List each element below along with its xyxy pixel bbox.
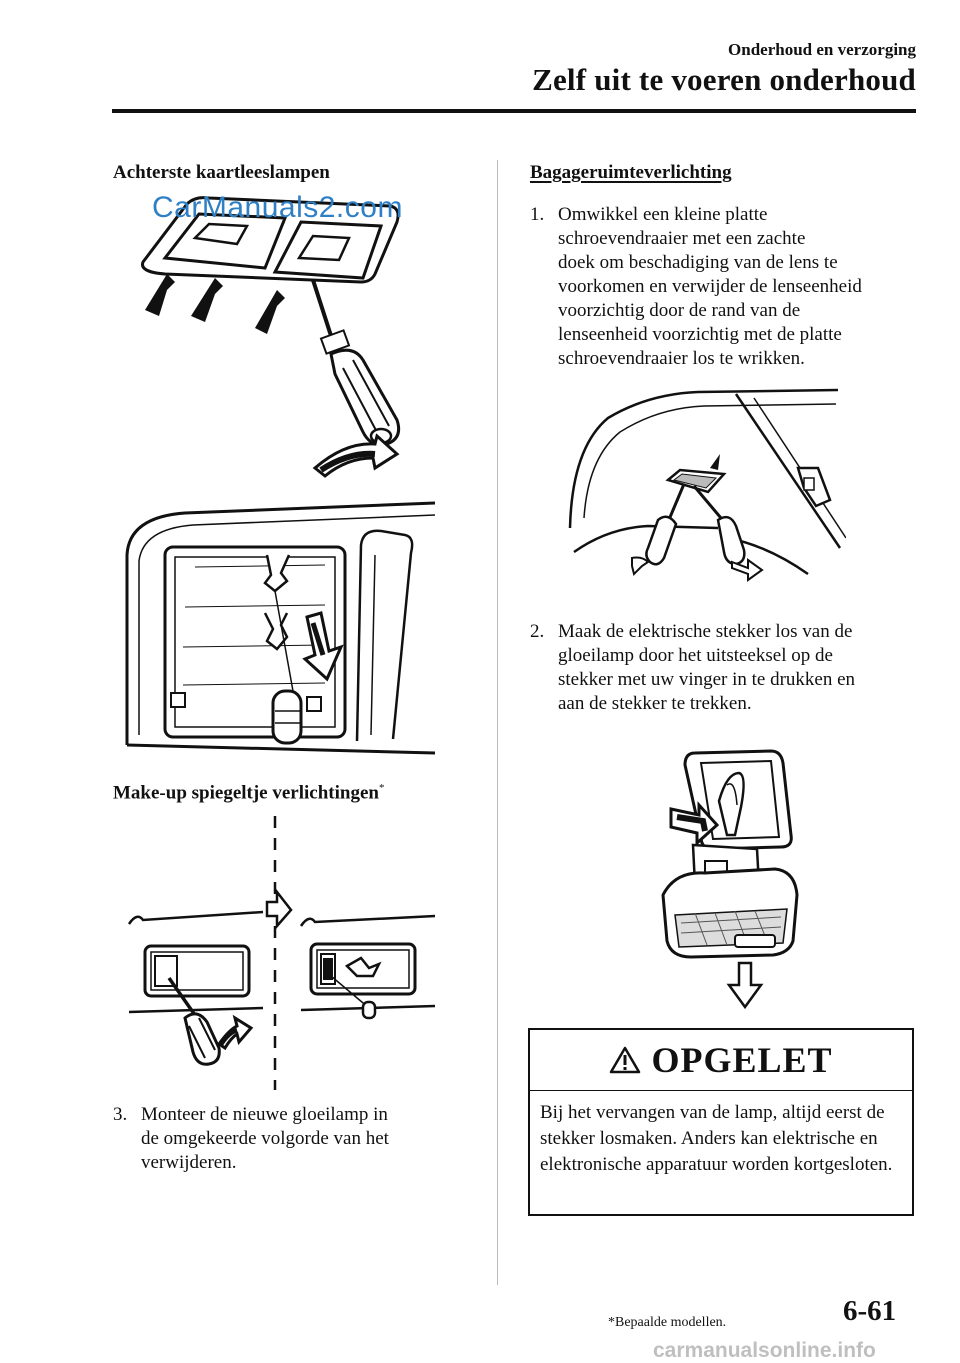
fig-label-vanity-lights bbox=[113, 782, 384, 804]
rear-map-lamp-illustration bbox=[135, 192, 435, 482]
caution-header bbox=[530, 1030, 912, 1091]
caution-text: Bij het vervangen van de lamp, altijd eerst de stekker losmaken. Anders kan elektrische en elektronische apparatuur worden kortgesloten. bbox=[540, 1102, 893, 1175]
step-2-text: Maak de elektrische stekker los van de gloeilamp door het uitsteeksel op de stekker met uw vinger in te drukken en aan de stekker te trekken. bbox=[558, 621, 856, 714]
luggage-light-title: Bagageruimteverlichting bbox=[530, 162, 732, 183]
step-2 bbox=[530, 620, 930, 720]
step-3-text: Monteer de nieuwe gloeilamp in de omgekeerde volgorde van het verwijderen. bbox=[141, 1104, 389, 1173]
model-specific-mark: * bbox=[378, 782, 385, 794]
step-1 bbox=[530, 203, 930, 373]
step-1-number: 1. bbox=[530, 204, 545, 225]
step-3-number: 3. bbox=[113, 1104, 128, 1125]
step-3 bbox=[113, 1103, 473, 1183]
caution-title: OPGELET bbox=[651, 1040, 833, 1080]
luggage-lamp-removal-illustration bbox=[568, 388, 846, 588]
warning-triangle-icon bbox=[609, 1046, 641, 1074]
watermark-top: CarManuals2.com bbox=[152, 191, 403, 224]
footnote: *Bepaalde modellen. bbox=[608, 1315, 727, 1330]
connector-disconnect-illustration bbox=[655, 745, 805, 1010]
fig-label-vanity-text: Make-up spiegeltje verlichtingen bbox=[113, 782, 379, 804]
fig-label-rear-map-lamps: Achterste kaartleeslampen bbox=[113, 162, 330, 183]
bulb-removal-illustration bbox=[125, 495, 435, 765]
section-title: Zelf uit te voeren onderhoud bbox=[532, 62, 916, 97]
column-divider bbox=[497, 160, 498, 1285]
step-1-text: Omwikkel een kleine platte schroevendraaier met een zachte doek om beschadiging van de lens te voorkomen en verwijder de lenseenheid voorzichtig door de rand van de lenseenheid voorzichtig met de platte schroevendraaier los te wrikken. bbox=[558, 204, 862, 369]
caution-box bbox=[528, 1028, 914, 1216]
header-rule bbox=[112, 109, 916, 113]
step-2-number: 2. bbox=[530, 621, 545, 642]
vanity-light-illustration bbox=[125, 812, 445, 1092]
watermark-footer: carmanualsonline.info bbox=[653, 1339, 876, 1362]
page-number: 6-61 bbox=[843, 1295, 897, 1327]
section-subtitle: Onderhoud en verzorging bbox=[728, 40, 916, 59]
